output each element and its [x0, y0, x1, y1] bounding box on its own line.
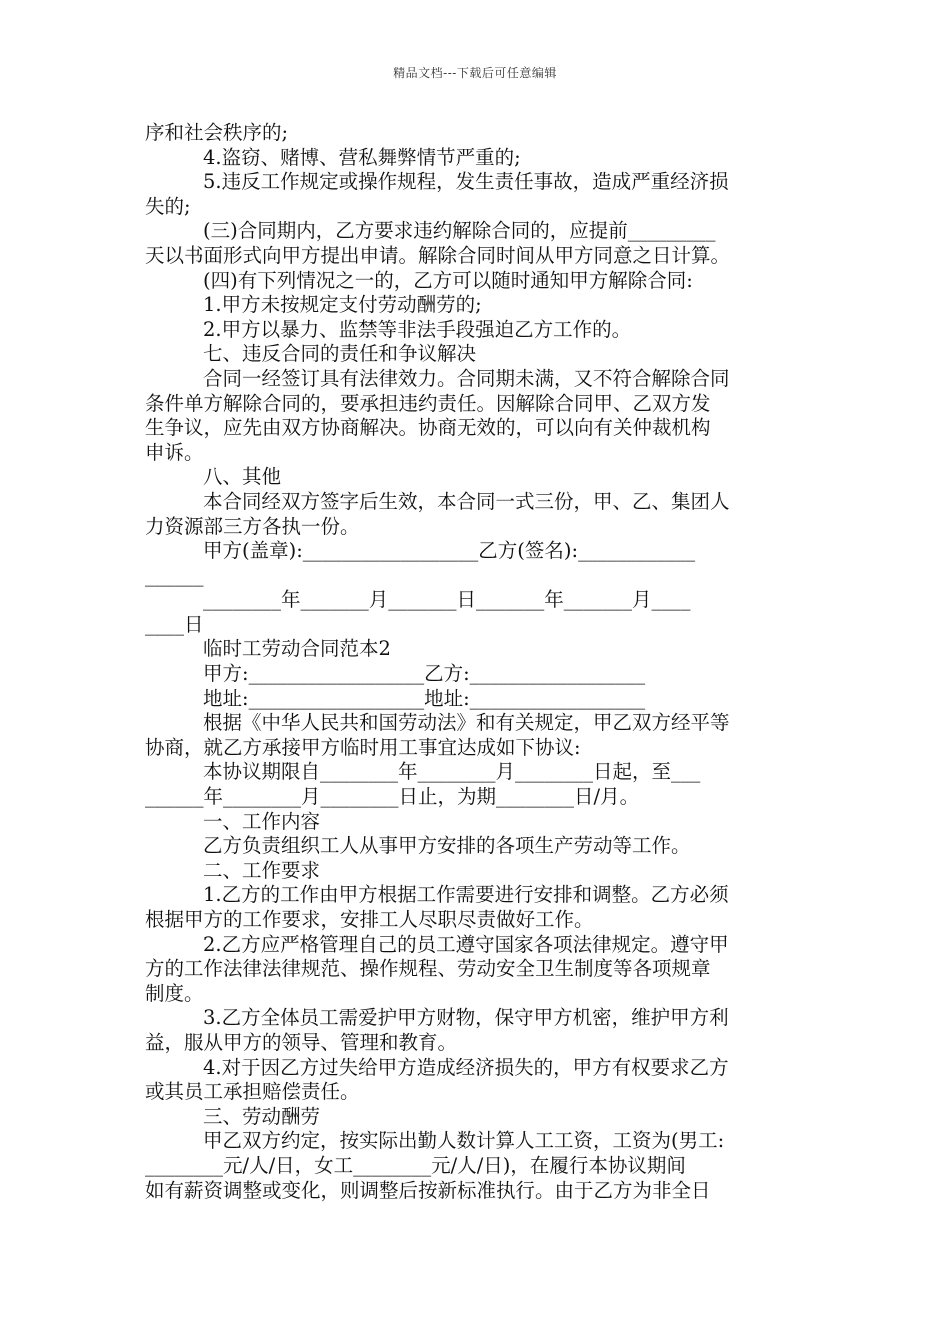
- text-line: 制度。: [145, 981, 204, 1005]
- text-line: 4.盗窃、赌博、营私舞弊情节严重的;: [203, 145, 521, 169]
- document-body: [145, 121, 810, 1203]
- text-line: 七、违反合同的责任和争议解决: [203, 342, 477, 366]
- text-line: 本合同经双方签字后生效，本合同一式三份，甲、乙、集团人: [203, 489, 730, 513]
- text-line: 4.对于因乙方过失给甲方造成经济损失的，甲方有权要求乙方: [203, 1055, 729, 1079]
- text-line: 1.乙方的工作由甲方根据工作需要进行安排和调整。乙方必须: [203, 883, 729, 907]
- text-line: (三)合同期内，乙方要求违约解除合同的，应提前_________: [203, 219, 716, 243]
- text-line: 乙方负责组织工人从事甲方安排的各项生产劳动等工作。: [203, 834, 691, 858]
- text-line: 合同一经签订具有法律效力。合同期未满，又不符合解除合同: [203, 366, 730, 390]
- text-line: 临时工劳动合同范本2: [203, 637, 391, 661]
- text-line: 5.违反工作规定或操作规程，发生责任事故，造成严重经济损: [203, 170, 729, 194]
- text-line: 甲方(盖章):__________________乙方(签名):____________: [203, 539, 696, 563]
- text-line: ________元/人/日，女工________元/人/日)，在履行本协议期间: [145, 1153, 686, 1177]
- text-line: 2.乙方应严格管理自己的员工遵守国家各项法律规定。遵守甲: [203, 932, 729, 956]
- text-line: 申诉。: [145, 440, 204, 464]
- text-line: 或其员工承担赔偿责任。: [145, 1080, 360, 1104]
- text-line: ______: [145, 563, 204, 587]
- text-line: 如有薪资调整或变化，则调整后按新标准执行。由于乙方为非全日: [145, 1178, 711, 1202]
- text-line: 条件单方解除合同的，要承担违约责任。因解除合同甲、乙双方发: [145, 391, 711, 415]
- text-line: ________年_______月_______日_______年_______月____: [203, 588, 691, 612]
- text-line: 根据甲方的工作要求，安排工人尽职尽责做好工作。: [145, 908, 594, 931]
- text-line: (四)有下列情况之一的，乙方可以随时通知甲方解除合同:: [203, 268, 693, 292]
- text-line: 1.甲方未按规定支付劳动酬劳的;: [203, 293, 482, 317]
- page-header: 精品文档---下载后可任意编辑: [393, 66, 557, 80]
- text-line: 失的;: [145, 194, 191, 218]
- text-line: 益，服从甲方的领导、管理和教育。: [145, 1030, 458, 1054]
- text-line: ______年________月________日止，为期________日/月。: [145, 785, 640, 809]
- text-line: 甲乙双方约定，按实际出勤人数计算人工工资，工资为(男工:: [203, 1129, 725, 1153]
- text-line: 八、其他: [203, 465, 282, 489]
- text-line: 力资源部三方各执一份。: [145, 514, 360, 538]
- text-line: 2.甲方以暴力、监禁等非法手段强迫乙方工作的。: [203, 317, 632, 341]
- text-line: 三、劳动酬劳: [203, 1104, 321, 1128]
- text-line: 方的工作法律法律规范、操作规程、劳动安全卫生制度等各项规章: [145, 957, 711, 981]
- text-line: 根据《中华人民共和国劳动法》和有关规定，甲乙双方经平等: [203, 711, 730, 735]
- text-line: 二、工作要求: [203, 858, 321, 882]
- text-line: 协商，就乙方承接甲方临时用工事宜达成如下协议:: [145, 735, 581, 759]
- text-line: 本协议期限自________年________月________日起，至___: [203, 760, 701, 784]
- text-line: 甲方:__________________乙方:__________________: [203, 662, 646, 686]
- text-line: 序和社会秩序的;: [145, 121, 289, 144]
- text-line: ____日: [145, 612, 204, 636]
- text-line: 地址:__________________地址:__________________: [203, 686, 646, 710]
- text-line: 一、工作内容: [203, 809, 321, 833]
- text-line: 3.乙方全体员工需爱护甲方财物，保守甲方机密，维护甲方利: [203, 1006, 729, 1030]
- text-line: 天以书面形式向甲方提出申请。解除合同时间从甲方同意之日计算。: [145, 243, 731, 267]
- text-line: 生争议，应先由双方协商解决。协商无效的，可以向有关仲裁机构: [145, 416, 711, 440]
